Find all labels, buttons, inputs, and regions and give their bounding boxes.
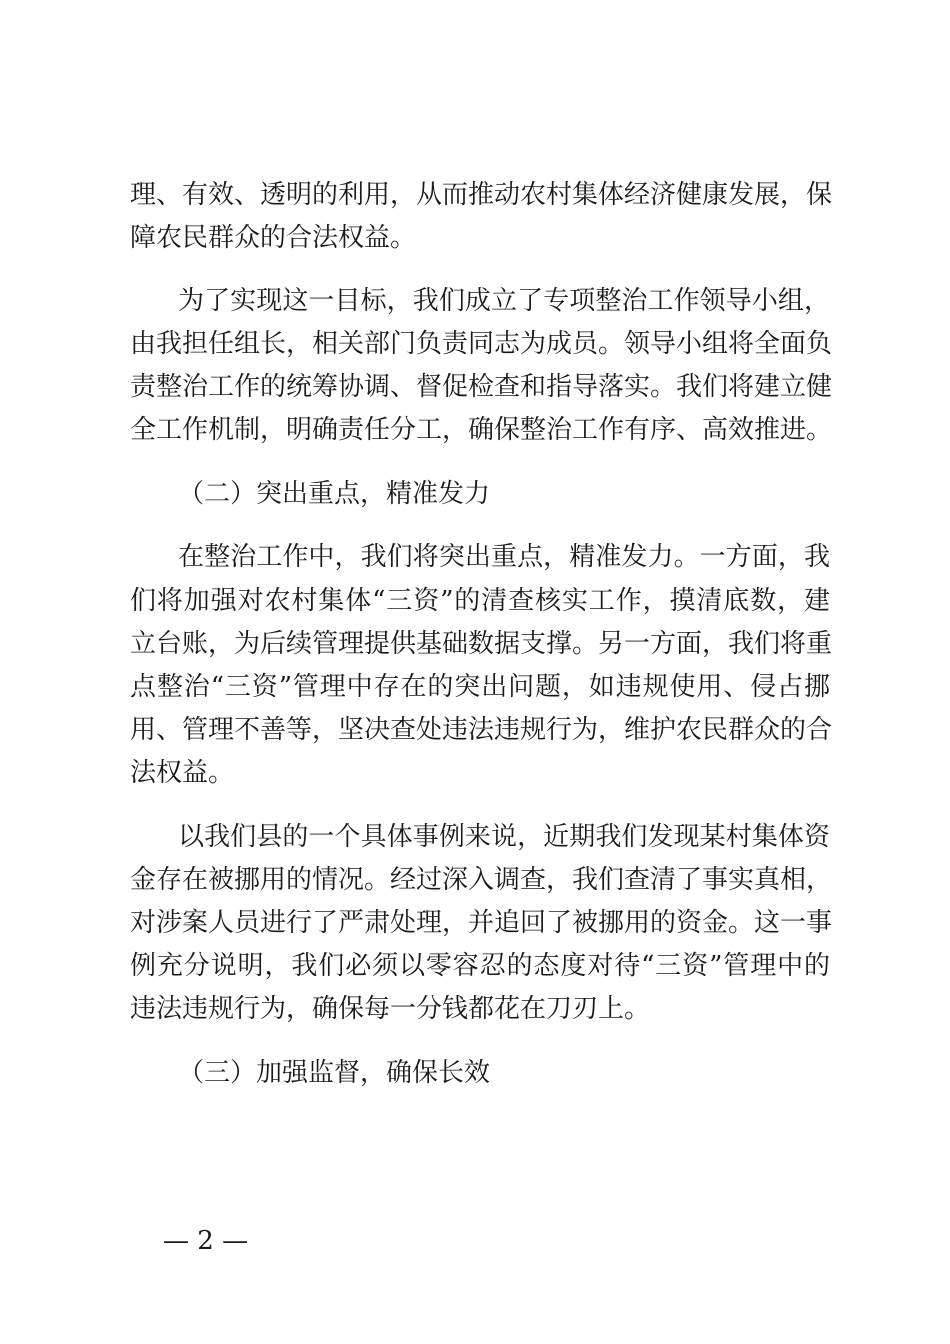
- text-line: 对涉案人员进行了严肃处理，并追回了被挪用的资金。这一事: [130, 908, 833, 938]
- text-line: 责整治工作的统筹协调、督促检查和指导落实。我们将建立健: [130, 372, 833, 402]
- text-line: 障农民群众的合法权益。: [130, 223, 417, 253]
- text-line: 立台账，为后续管理提供基础数据支撑。另一方面，我们将重: [130, 629, 833, 659]
- text-line: 点整治“三资”管理中存在的突出问题，如违规使用、侵占挪: [130, 672, 830, 702]
- text-line: 违法违规行为，确保每一分钱都花在刀刃上。: [130, 994, 651, 1024]
- page-number: — 2 —: [163, 1226, 249, 1256]
- text-line: 为了实现这一目标，我们成立了专项整治工作领导小组，: [178, 286, 830, 316]
- section-heading: （三）加强监督，确保长效: [178, 1058, 491, 1088]
- text-line: 由我担任组长，相关部门负责同志为成员。领导小组将全面负: [130, 329, 833, 359]
- text-line: 们将加强对农村集体“三资”的清查核实工作，摸清底数，建: [130, 586, 830, 616]
- text-line: 法权益。: [130, 758, 235, 788]
- text-line: 用、管理不善等，坚决查处违法违规行为，维护农民群众的合: [130, 715, 833, 745]
- text-line: 理、有效、透明的利用，从而推动农村集体经济健康发展，保: [130, 180, 833, 210]
- text-line: 在整治工作中，我们将突出重点，精准发力。一方面，我: [178, 542, 830, 572]
- text-line: 金存在被挪用的情况。经过深入调查，我们查清了事实真相，: [130, 865, 833, 895]
- text-line: 例充分说明，我们必须以零容忍的态度对待“三资”管理中的: [130, 951, 830, 981]
- text-line: 全工作机制，明确责任分工，确保整治工作有序、高效推进。: [130, 415, 833, 445]
- text-line: 以我们县的一个具体事例来说，近期我们发现某村集体资: [178, 822, 830, 852]
- section-heading: （二）突出重点，精准发力: [178, 479, 491, 509]
